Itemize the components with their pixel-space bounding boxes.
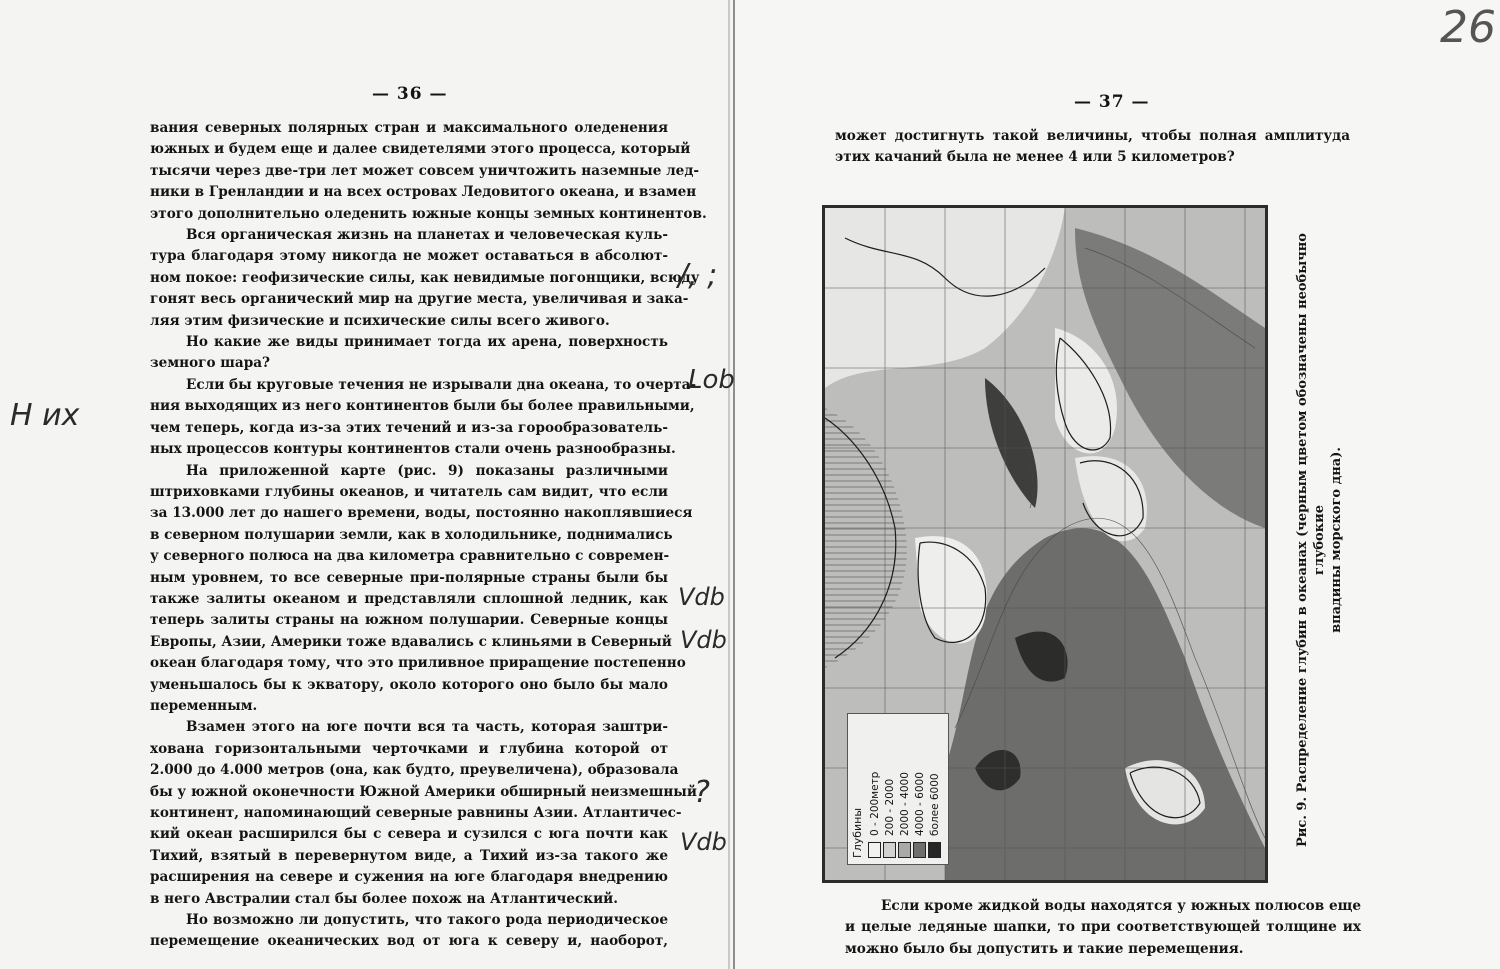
figure-caption-line1: Рис. 9. Распределение глубин в океанах (черным цветом обозначены необычно глубокие xyxy=(1295,233,1327,847)
text-line: Но какие же виды принимает тогда их арена, поверхность xyxy=(186,334,668,351)
legend-label: 4000 - 6000 xyxy=(913,772,926,836)
map-legend xyxy=(847,713,949,865)
text-line: Взамен этого на юге почти вся та часть, которая заштри- xyxy=(186,719,668,736)
legend-label: 2000 - 4000 xyxy=(898,772,911,836)
text-line: ном покое: геофизические силы, как невидимые погонщики, всюду xyxy=(150,269,700,286)
text-line: гонят весь органический мир на другие места, увеличивая и зака- xyxy=(150,291,689,308)
text-line: тысячи через две-три лет может совсем уничтожить наземные лед- xyxy=(150,162,700,179)
text-line: расширения на севере и сужения на юге благодаря внедрению xyxy=(150,869,668,886)
legend-title: Глубины xyxy=(851,807,864,858)
figure-caption-line2: впадины морского дна). xyxy=(1329,447,1344,633)
text-line: Если кроме жидкой воды находятся у южных полюсов еще xyxy=(881,898,1361,914)
text-line: переменным. xyxy=(150,697,258,714)
text-line: хована горизонтальными черточками и глубина которой от xyxy=(150,740,668,757)
handwritten-mark-5: ? xyxy=(694,775,710,810)
legend-row xyxy=(912,714,927,864)
ocean-depth-map xyxy=(822,205,1268,883)
text-line: 2.000 до 4.000 метров (она, как будто, преувеличена), образовала xyxy=(150,762,679,779)
text-line: ники в Гренландии и на всех островах Ледовитого океана, и взамен xyxy=(150,184,697,201)
text-line: кий океан расширился бы с севера и сузился с юга почти как xyxy=(150,826,668,843)
left-page xyxy=(0,0,735,969)
text-line: и целые ледяные шапки, то при соответствующей толщине их xyxy=(845,919,1361,936)
handwritten-mark-2: Lob xyxy=(688,365,735,395)
text-line: этого дополнительно оледенить южные концы земных континентов. xyxy=(150,205,707,222)
legend-swatch xyxy=(913,842,926,858)
text-line: также залиты океаном и представляли сплошной ледник, как xyxy=(150,590,668,607)
text-line: теперь залиты страны на южном полушарии. Северные концы xyxy=(150,612,668,629)
legend-label: более 6000 xyxy=(928,773,941,836)
text-line: можно было бы допустить и такие перемещения. xyxy=(845,940,1244,957)
text-line: может достигнуть такой величины, чтобы полная амплитуда xyxy=(835,128,1350,144)
legend-row xyxy=(897,714,912,864)
text-line: ляя этим физические и психические силы всего живого. xyxy=(150,312,610,329)
text-line: ным уровнем, то все северные при-полярные страны были бы xyxy=(150,569,668,586)
legend-row xyxy=(867,714,882,864)
legend-swatch xyxy=(883,842,896,858)
text-line: континент, напоминающий северные равнины Азии. Атлантичес- xyxy=(150,805,682,821)
legend-swatch xyxy=(898,842,911,858)
handwritten-mark-4: Vdb xyxy=(680,626,727,654)
text-line: бы у южной оконечности Южной Америки обширный неизмешный xyxy=(150,783,697,800)
legend-label: 0 - 200метр xyxy=(868,771,881,836)
legend-row xyxy=(882,714,897,864)
text-line: Вся органическая жизнь на планетах и человеческая куль- xyxy=(186,227,668,244)
legend-swatch xyxy=(928,842,941,858)
page-number-right: — 37 — xyxy=(1074,92,1150,112)
legend-row xyxy=(927,714,942,864)
handwritten-mark-3: Vdb xyxy=(678,583,725,611)
text-line: в северном полушарии земли, как в холодильнике, поднимались xyxy=(150,526,673,543)
text-line: вания северных полярных стран и максимального оледенения xyxy=(150,120,668,136)
text-line: южных и будем еще и далее свидетелями этого процесса, который xyxy=(150,141,691,158)
legend-label: 200 - 2000 xyxy=(883,778,896,836)
text-line: уменьшалось бы к экватору, около которого оно было бы мало xyxy=(150,676,668,693)
text-line: Если бы круговые течения не изрывали дна океана, то очерта- xyxy=(186,376,697,393)
legend-swatch xyxy=(868,842,881,858)
right-page-bottom-text xyxy=(845,896,1361,960)
text-line: Европы, Азии, Америки тоже вдавались с клиньями в Северный xyxy=(150,633,672,650)
handwritten-margin-note: Н их xyxy=(10,398,80,433)
right-page-top-text xyxy=(835,126,1350,169)
text-line: океан благодаря тому, что это приливное приращение постепенно xyxy=(150,655,686,672)
handwritten-mark-1: /, ; xyxy=(678,258,718,293)
text-line: тура благодаря этому никогда не может оставаться в абсолют- xyxy=(150,248,668,265)
text-line: На приложенной карте (рис. 9) показаны различными xyxy=(186,462,668,479)
text-line: Тихий, взятый в перевернутом виде, а Тихий из-за такого же xyxy=(150,847,668,864)
text-line: перемещение океанических вод от юга к северу и, наоборот, xyxy=(150,933,668,950)
text-line: в него Австралии стал бы более похож на Атлантический. xyxy=(150,890,618,907)
figure-caption xyxy=(1294,210,1360,870)
text-line: за 13.000 лет до нашего времени, воды, постоянно накоплявшиеся xyxy=(150,505,693,522)
handwritten-mark-6: Vdb xyxy=(680,828,727,856)
text-line: у северного полюса на два километра сравнительно с современ- xyxy=(150,548,670,565)
page-number-left: — 36 — xyxy=(372,84,448,104)
text-line: штриховками глубины океанов, и читатель сам видит, что если xyxy=(150,483,668,500)
text-line: Но возможно ли допустить, что такого рода периодическое xyxy=(186,912,668,929)
spine-shadow xyxy=(728,0,730,969)
text-line: этих качаний была не менее 4 или 5 километров? xyxy=(835,149,1235,166)
text-line: чем теперь, когда из-за этих течений и из-за горообразователь- xyxy=(150,419,668,436)
text-line: земного шара? xyxy=(150,355,270,372)
text-line: ных процессов контуры континентов стали очень разнообразны. xyxy=(150,441,676,458)
text-line: ния выходящих из него континентов были бы более правильными, xyxy=(150,398,695,415)
handwritten-page-number: 26 xyxy=(1440,2,1496,53)
